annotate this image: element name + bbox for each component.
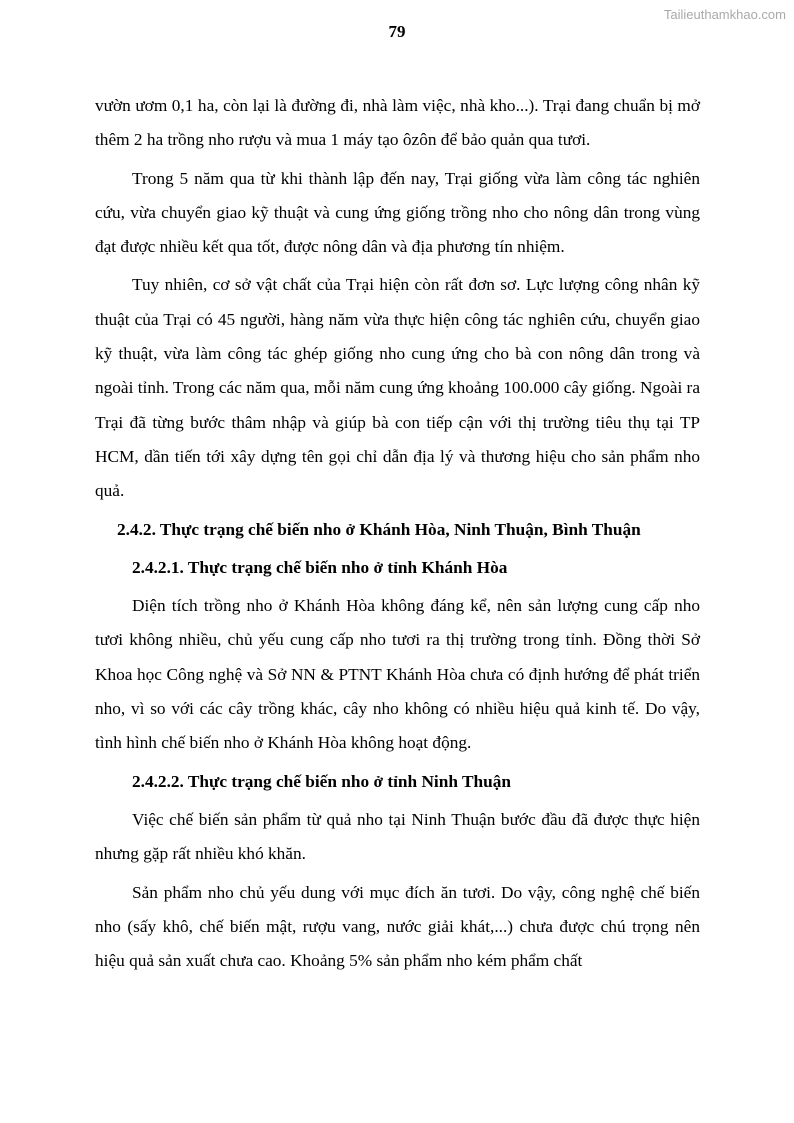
paragraph: Việc chế biến sản phẩm từ quả nho tại Ninh Thuận bước đầu đã được thực hiện nhưng gặp rất nhiều khó khăn.	[95, 809, 700, 864]
page-number: 79	[388, 22, 406, 41]
paragraph: Sản phẩm nho chủ yếu dung với mục đích ăn tươi. Do vậy, công nghệ chế biến nho (sấy khô, chế biến mật, rượu vang, nước giải khát,...) chưa được chú trọng nên hiệu quả sản xuất chưa cao. Khoảng 5% sản phẩm nho kém phẩm chất	[95, 882, 700, 971]
document-body	[95, 89, 700, 982]
watermark: Tailieuthamkhao.com	[663, 7, 786, 22]
paragraph: Tuy nhiên, cơ sở vật chất của Trại hiện còn rất đơn sơ. Lực lượng công nhân kỹ thuật của Trại có 45 người, hàng năm vừa thực hiện công tác nghiên cứu, chuyển giao kỹ thuật, vừa làm công tác ghép giống nho cung ứng cho bà con nông dân trong và ngoài tỉnh. Trong các năm qua, mỗi năm cung ứng khoảng 100.000 cây giống. Ngoài ra Trại đã từng bước thâm nhập và giúp bà con tiếp cận với thị trường tiêu thụ tại TP HCM, dần tiến tới xây dựng tên gọi chỉ dẫn địa lý và thương hiệu cho sản phẩm nho quả.	[95, 275, 700, 501]
paragraph-continued: vườn ươm 0,1 ha, còn lại là đường đi, nhà làm việc, nhà kho...). Trại đang chuẩn bị mở thêm 2 ha trồng nho rượu và mua 1 máy tạo ôzôn để bảo quản qua tươi.	[95, 96, 700, 150]
subsection-heading: 2.4.2.2. Thực trạng chế biến nho ở tỉnh Ninh Thuận	[132, 771, 511, 791]
paragraph: Diện tích trồng nho ở Khánh Hòa không đáng kể, nên sản lượng cung cấp nho tươi không nhiều, chủ yếu cung cấp nho tươi ra thị trường trong tỉnh. Đồng thời Sở Khoa học Công nghệ và Sở NN & PTNT Khánh Hòa chưa có định hướng để phát triển nho, vì so với các cây trồng khác, cây nho không có nhiều hiệu quả kinh tế. Do vậy, tình hình chế biến nho ở Khánh Hòa không hoạt động.	[95, 596, 700, 753]
paragraph: Trong 5 năm qua từ khi thành lập đến nay, Trại giống vừa làm công tác nghiên cứu, vừa chuyển giao kỹ thuật và cung ứng giống trồng nho cho nông dân trong vùng đạt được nhiều kết qua tốt, được nông dân và địa phương tín nhiệm.	[95, 168, 700, 257]
subsection-heading: 2.4.2.1. Thực trạng chế biến nho ở tỉnh Khánh Hòa	[132, 557, 508, 577]
section-heading: 2.4.2. Thực trạng chế biến nho ở Khánh Hòa, Ninh Thuận, Bình Thuận	[117, 519, 641, 539]
